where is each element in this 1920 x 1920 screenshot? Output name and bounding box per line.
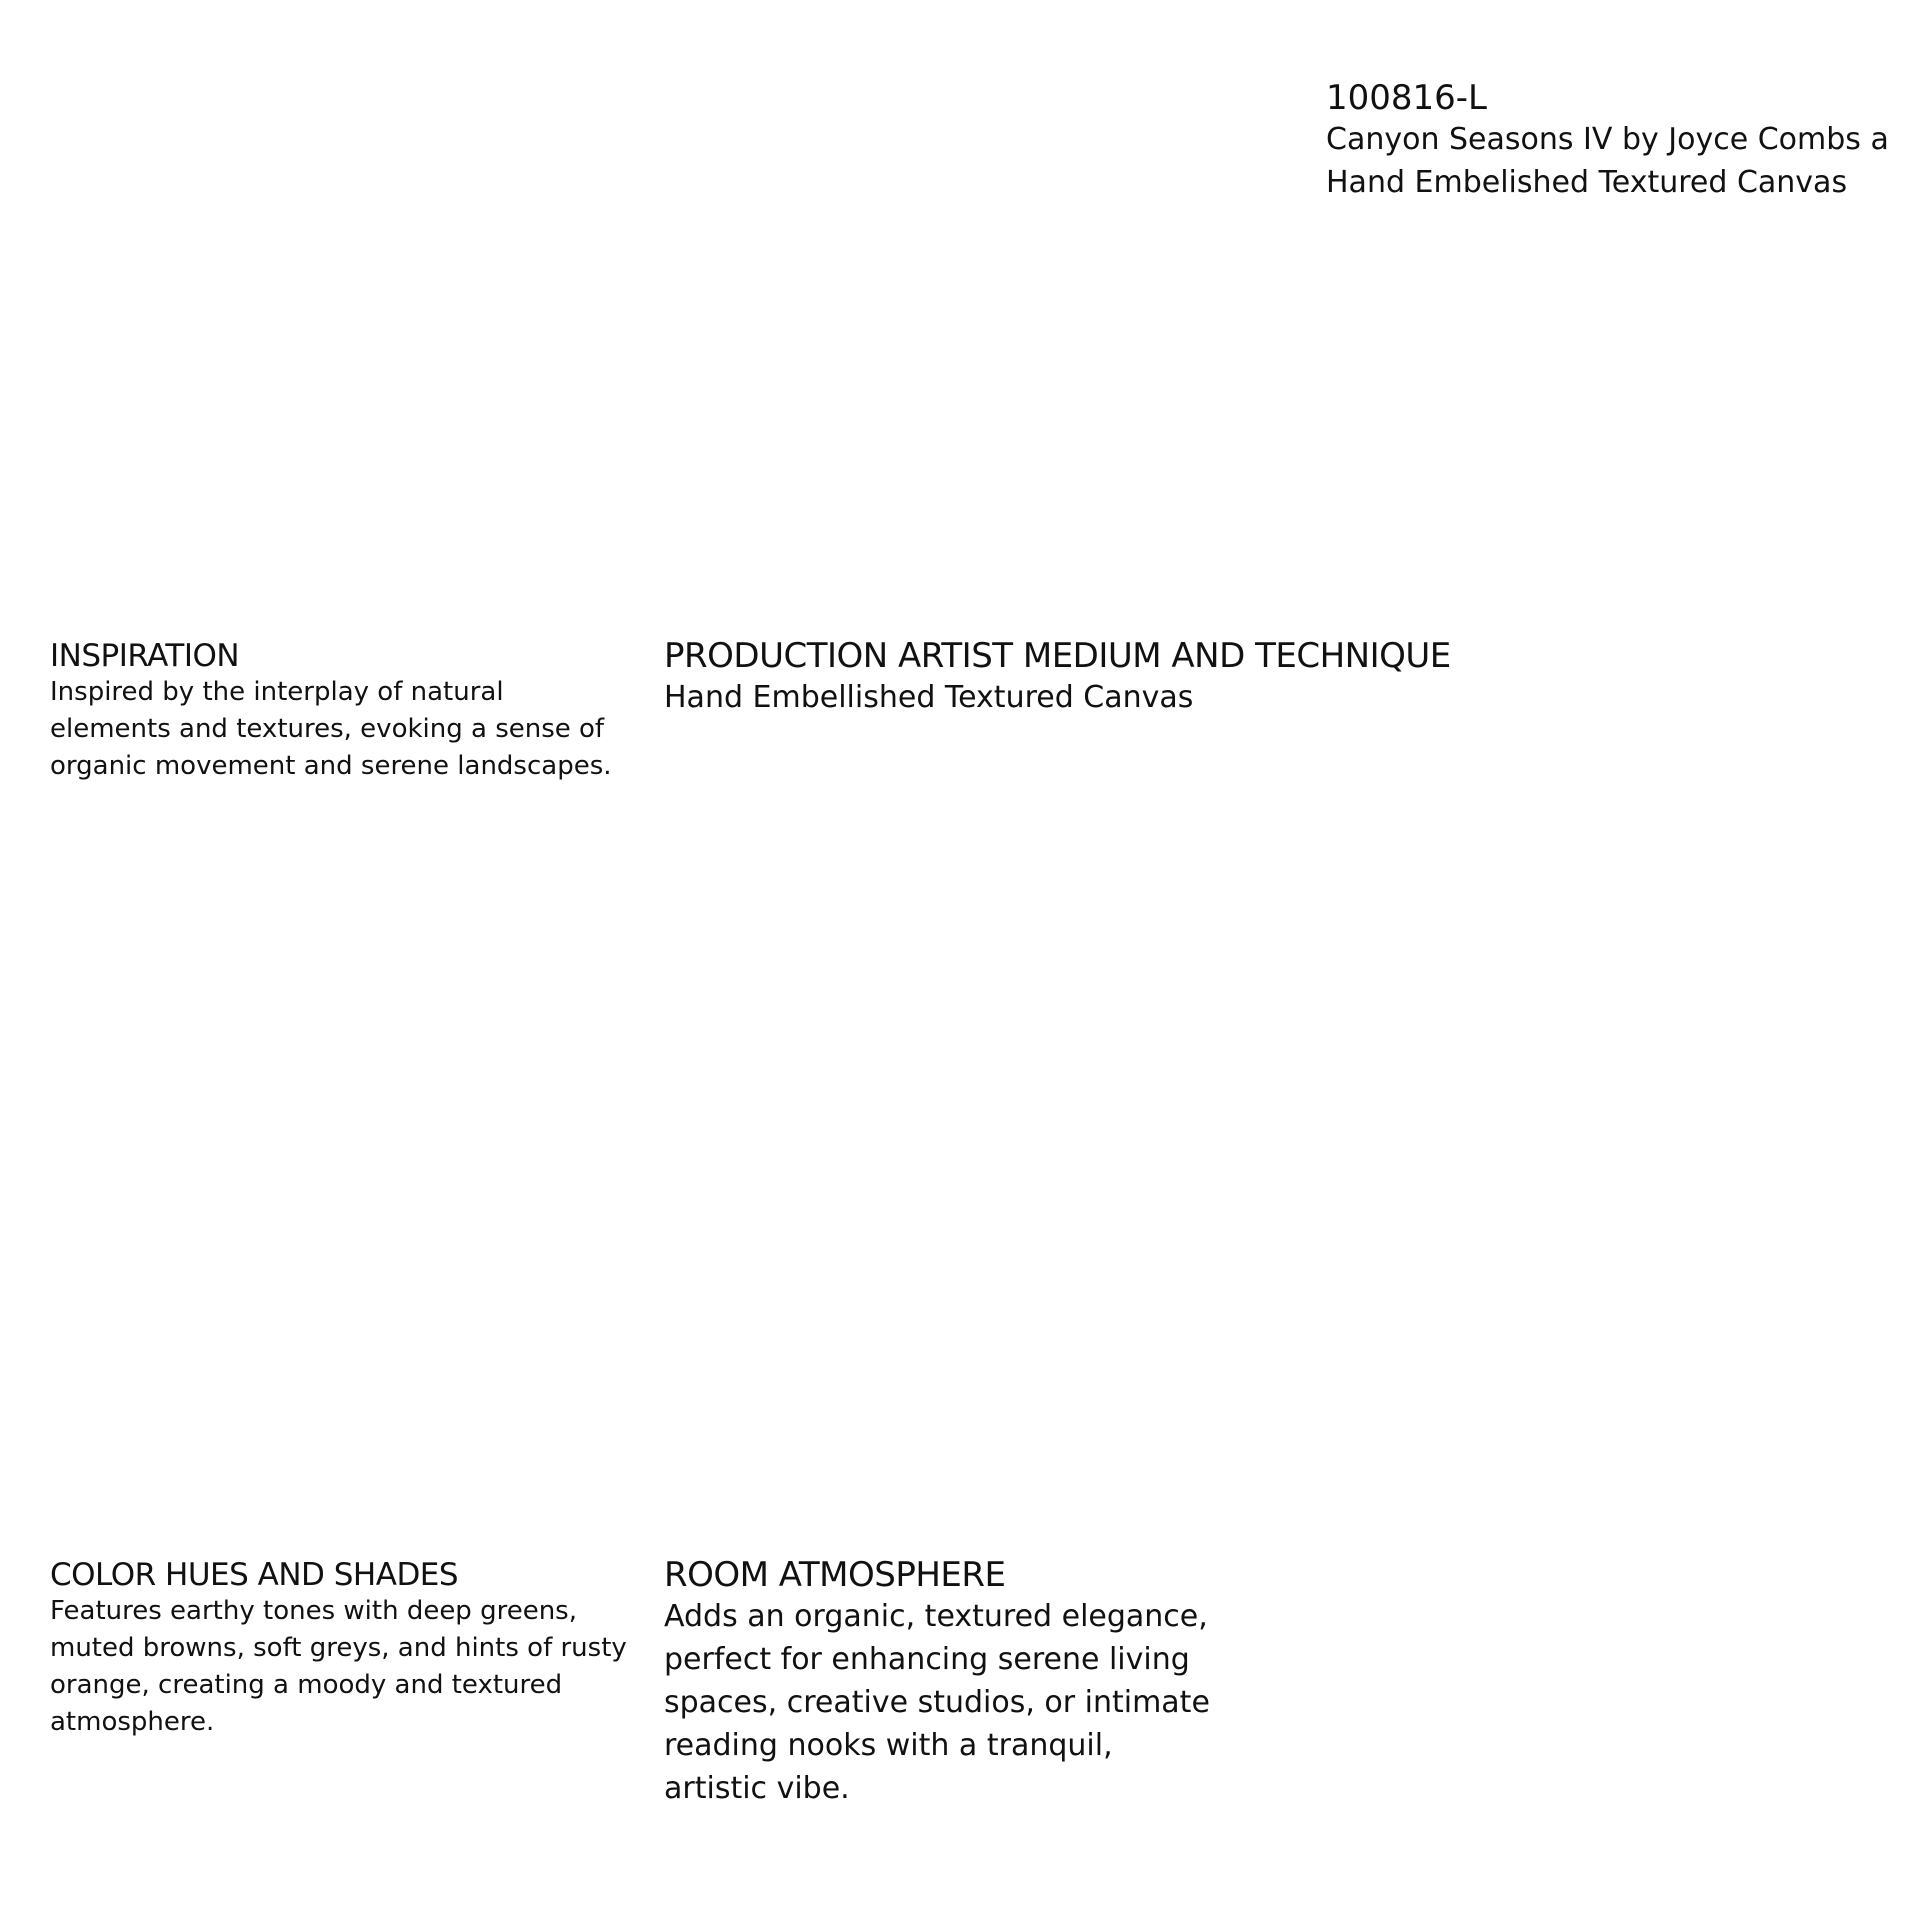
inspiration-heading: INSPIRATION [50,638,240,674]
color-text: Features earthy tones with deep greens, muted browns, soft greys, and hints of rusty orange, creating a moody and textured atmosphere. [50,1596,627,1737]
inspiration-text: Inspired by the interplay of natural elements and textures, evoking a sense of organic movement and serene landscapes. [50,677,612,781]
product-code: 100816-L [1326,78,1488,118]
atmosphere-section [664,1555,1224,1810]
atmosphere-heading: ROOM ATMOSPHERE [664,1555,1006,1595]
production-text: Hand Embellished Textured Canvas [664,680,1194,715]
production-heading: PRODUCTION ARTIST MEDIUM AND TECHNIQUE [664,636,1451,676]
product-header [1326,78,1906,204]
color-heading: COLOR HUES AND SHADES [50,1557,459,1593]
atmosphere-text: Adds an organic, textured elegance, perfect for enhancing serene living spaces, creative studios, or intimate reading nooks with a tranquil, artistic vibe. [664,1599,1210,1806]
product-description: Canyon Seasons IV by Joyce Combs a Hand Embelished Textured Canvas [1326,122,1889,200]
inspiration-section [50,638,630,785]
color-section [50,1557,630,1741]
production-section [664,636,1664,719]
